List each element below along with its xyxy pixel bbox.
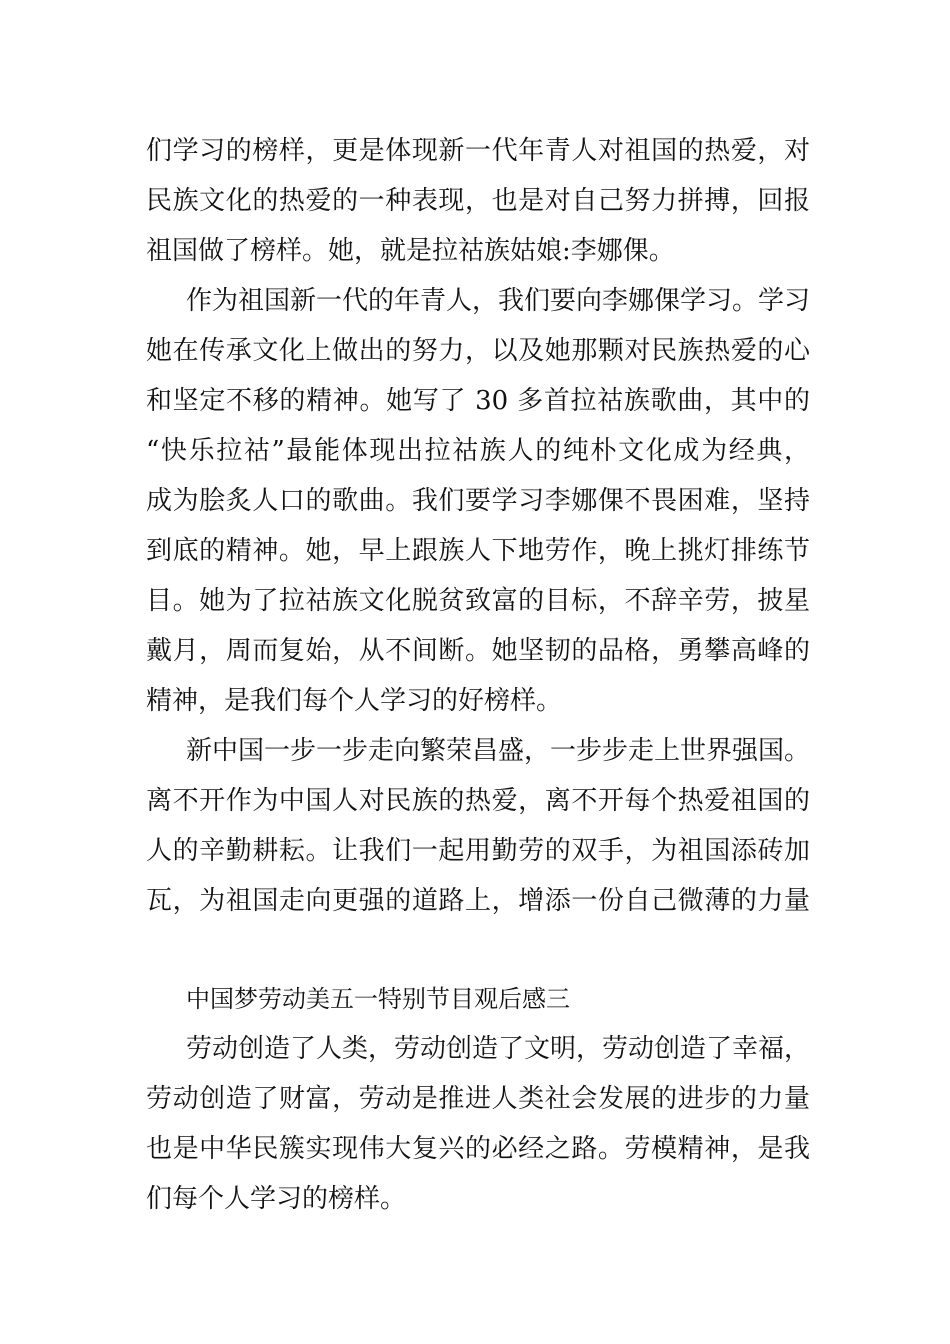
paragraph-2-line-8: 戴月，周而复始，从不间断。她坚韧的品格，勇攀高峰的	[146, 636, 810, 666]
paragraph-2-line-7: 目。她为了拉祜族文化脱贫致富的目标，不辞辛劳，披星	[146, 586, 810, 616]
paragraph-4-line-2: 劳动创造了财富，劳动是推进人类社会发展的进步的力量	[146, 1084, 810, 1114]
paragraph-2-line-2: 她在传承文化上做出的努力，以及她那颗对民族热爱的心	[146, 336, 810, 366]
paragraph-2-line-4: “快乐拉祜”最能体现出拉祜族人的纯朴文化成为经典，	[146, 436, 810, 466]
paragraph-4-line-1: 劳动创造了人类，劳动创造了文明，劳动创造了幸福，	[186, 1034, 811, 1064]
paragraph-2-line-5: 成为脍炙人口的歌曲。我们要学习李娜倮不畏困难，坚持	[146, 486, 810, 516]
paragraph-2-line-3: 和坚定不移的精神。她写了 30 多首拉祜族歌曲，其中的	[146, 386, 810, 416]
paragraph-1-line-1: 们学习的榜样，更是体现新一代年青人对祖国的热爱，对	[146, 136, 810, 166]
paragraph-3-line-1: 新中国一步一步走向繁荣昌盛，一步步走上世界强国。	[186, 736, 811, 766]
paragraph-1-line-2: 民族文化的热爱的一种表现，也是对自己努力拼搏，回报	[146, 186, 810, 216]
paragraph-2-line-1: 作为祖国新一代的年青人，我们要向李娜倮学习。学习	[186, 286, 811, 316]
paragraph-3-line-4: 瓦，为祖国走向更强的道路上，增添一份自己微薄的力量	[146, 886, 810, 916]
paragraph-3-line-3: 人的辛勤耕耘。让我们一起用勤劳的双手，为祖国添砖加	[146, 836, 810, 866]
section-title: 中国梦劳动美五一特别节目观后感三	[186, 985, 570, 1013]
paragraph-2-line-9: 精神，是我们每个人学习的好榜样。	[146, 686, 563, 716]
paragraph-3-line-2: 离不开作为中国人对民族的热爱，离不开每个热爱祖国的	[146, 786, 810, 816]
paragraph-2-line-6: 到底的精神。她，早上跟族人下地劳作，晚上挑灯排练节	[146, 536, 810, 566]
paragraph-1-line-3: 祖国做了榜样。她，就是拉祜族姑娘:李娜倮。	[146, 236, 675, 266]
paragraph-4-line-3: 也是中华民簇实现伟大复兴的必经之路。劳模精神，是我	[146, 1134, 810, 1164]
paragraph-4-line-4: 们每个人学习的榜样。	[146, 1184, 407, 1214]
